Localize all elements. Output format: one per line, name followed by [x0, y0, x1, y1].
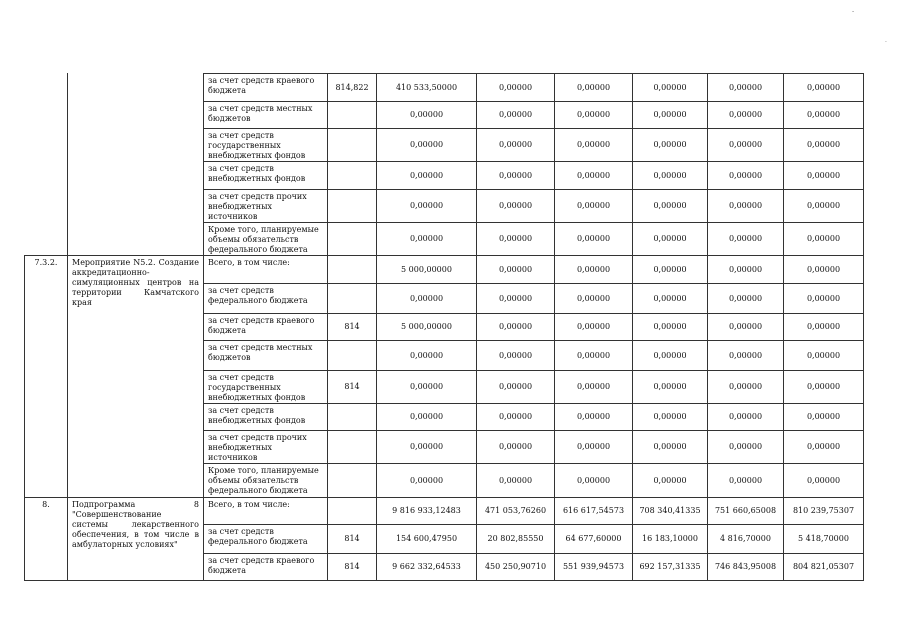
funding-source: за счет средств прочих внебюджетных источников	[204, 431, 328, 464]
amount-cell: 0,00000	[555, 190, 633, 223]
funding-source: за счет средств местных бюджетов	[204, 341, 328, 371]
amount-cell: 0,00000	[784, 284, 864, 314]
budget-code: 814	[328, 371, 377, 404]
amount-cell: 0,00000	[708, 256, 784, 284]
amount-cell: 0,00000	[555, 102, 633, 129]
amount-cell: 0,00000	[555, 223, 633, 256]
amount-cell: 0,00000	[477, 129, 555, 162]
amount-cell: 450 250,90710	[477, 554, 555, 581]
amount-cell: 0,00000	[784, 371, 864, 404]
amount-cell: 0,00000	[377, 464, 477, 498]
amount-cell: 0,00000	[477, 162, 555, 190]
budget-code	[328, 256, 377, 284]
budget-code	[328, 102, 377, 129]
amount-cell: 5 418,70000	[784, 525, 864, 554]
amount-cell: 0,00000	[555, 371, 633, 404]
amount-cell: 0,00000	[633, 314, 708, 341]
table-row	[25, 256, 864, 284]
funding-source: за счет средств федерального бюджета	[204, 284, 328, 314]
funding-source: Всего, в том числе:	[204, 256, 328, 284]
amount-cell: 0,00000	[708, 404, 784, 431]
amount-cell: 0,00000	[377, 129, 477, 162]
measure-name	[68, 74, 204, 256]
budget-code	[328, 341, 377, 371]
amount-cell: 4 816,70000	[708, 525, 784, 554]
amount-cell: 751 660,65008	[708, 498, 784, 525]
amount-cell: 0,00000	[784, 404, 864, 431]
amount-cell: 708 340,41335	[633, 498, 708, 525]
amount-cell: 0,00000	[555, 256, 633, 284]
amount-cell: 0,00000	[784, 431, 864, 464]
budget-code	[328, 431, 377, 464]
amount-cell: 0,00000	[377, 371, 477, 404]
amount-cell: 0,00000	[555, 129, 633, 162]
funding-source: за счет средств местных бюджетов	[204, 102, 328, 129]
amount-cell: 0,00000	[633, 371, 708, 404]
amount-cell: 0,00000	[377, 404, 477, 431]
amount-cell: 0,00000	[708, 431, 784, 464]
amount-cell: 0,00000	[477, 404, 555, 431]
amount-cell: 0,00000	[555, 74, 633, 102]
budget-code: 814	[328, 525, 377, 554]
budget-code	[328, 223, 377, 256]
amount-cell: 0,00000	[708, 223, 784, 256]
amount-cell: 0,00000	[555, 284, 633, 314]
measure-name: Мероприятие N5.2. Создание аккредитационно-симуляционных центров на территории Камчатского края	[68, 256, 204, 498]
budget-code	[328, 162, 377, 190]
amount-cell: 0,00000	[477, 464, 555, 498]
amount-cell: 0,00000	[784, 129, 864, 162]
amount-cell: 0,00000	[784, 256, 864, 284]
amount-cell: 0,00000	[633, 341, 708, 371]
amount-cell: 16 183,10000	[633, 525, 708, 554]
amount-cell: 0,00000	[633, 431, 708, 464]
funding-source: за счет средств государственных внебюджетных фондов	[204, 129, 328, 162]
amount-cell: 0,00000	[477, 190, 555, 223]
funding-source: за счет средств федерального бюджета	[204, 525, 328, 554]
funding-source: за счет средств прочих внебюджетных источников	[204, 190, 328, 223]
budget-code	[328, 129, 377, 162]
amount-cell: 0,00000	[784, 464, 864, 498]
amount-cell: 0,00000	[377, 162, 477, 190]
budget-code	[328, 404, 377, 431]
amount-cell: 0,00000	[708, 74, 784, 102]
amount-cell: 0,00000	[377, 431, 477, 464]
row-index	[25, 74, 68, 256]
budget-table	[24, 73, 864, 581]
amount-cell: 0,00000	[708, 371, 784, 404]
amount-cell: 0,00000	[784, 162, 864, 190]
amount-cell: 0,00000	[633, 404, 708, 431]
table-row	[25, 74, 864, 102]
amount-cell: 0,00000	[633, 102, 708, 129]
budget-code: 814,822	[328, 74, 377, 102]
amount-cell: 9 816 933,12483	[377, 498, 477, 525]
amount-cell: 0,00000	[555, 404, 633, 431]
corner-dot: .	[885, 37, 887, 44]
amount-cell: 9 662 332,64533	[377, 554, 477, 581]
amount-cell: 0,00000	[633, 464, 708, 498]
budget-code: 814	[328, 314, 377, 341]
amount-cell: 0,00000	[708, 284, 784, 314]
amount-cell: 810 239,75307	[784, 498, 864, 525]
amount-cell: 5 000,00000	[377, 256, 477, 284]
amount-cell: 154 600,47950	[377, 525, 477, 554]
row-index: 7.3.2.	[25, 256, 68, 498]
amount-cell: 0,00000	[633, 190, 708, 223]
amount-cell: 0,00000	[708, 464, 784, 498]
funding-source: за счет средств внебюджетных фондов	[204, 404, 328, 431]
amount-cell: 20 802,85550	[477, 525, 555, 554]
amount-cell: 410 533,50000	[377, 74, 477, 102]
funding-source: за счет средств внебюджетных фондов	[204, 162, 328, 190]
amount-cell: 0,00000	[784, 223, 864, 256]
amount-cell: 0,00000	[784, 341, 864, 371]
funding-source: за счет средств краевого бюджета	[204, 74, 328, 102]
amount-cell: 0,00000	[633, 129, 708, 162]
amount-cell: 0,00000	[633, 284, 708, 314]
amount-cell: 0,00000	[633, 256, 708, 284]
amount-cell: 0,00000	[377, 102, 477, 129]
amount-cell: 551 939,94573	[555, 554, 633, 581]
amount-cell: 0,00000	[633, 162, 708, 190]
amount-cell: 0,00000	[555, 162, 633, 190]
row-index: 8.	[25, 498, 68, 581]
amount-cell: 692 157,31335	[633, 554, 708, 581]
funding-source: Всего, в том числе:	[204, 498, 328, 525]
amount-cell: 0,00000	[708, 314, 784, 341]
amount-cell: 5 000,00000	[377, 314, 477, 341]
amount-cell: 0,00000	[784, 102, 864, 129]
amount-cell: 0,00000	[477, 256, 555, 284]
amount-cell: 0,00000	[477, 341, 555, 371]
amount-cell: 64 677,60000	[555, 525, 633, 554]
amount-cell: 616 617,54573	[555, 498, 633, 525]
budget-code	[328, 190, 377, 223]
amount-cell: 0,00000	[708, 162, 784, 190]
amount-cell: 0,00000	[555, 464, 633, 498]
amount-cell: 0,00000	[477, 314, 555, 341]
funding-source: Кроме того, планируемые объемы обязательств федерального бюджета	[204, 464, 328, 498]
amount-cell: 0,00000	[377, 223, 477, 256]
measure-name: Подпрограмма 8 "Совершенствование системы лекарственного обеспечения, в том числе в амбулаторных условиях"	[68, 498, 204, 581]
amount-cell: 0,00000	[708, 190, 784, 223]
amount-cell: 0,00000	[477, 102, 555, 129]
table-row	[25, 498, 864, 525]
amount-cell: 0,00000	[633, 74, 708, 102]
amount-cell: 0,00000	[477, 284, 555, 314]
amount-cell: 0,00000	[708, 129, 784, 162]
funding-source: за счет средств краевого бюджета	[204, 554, 328, 581]
amount-cell: 746 843,95008	[708, 554, 784, 581]
amount-cell: 0,00000	[377, 284, 477, 314]
amount-cell: 0,00000	[784, 190, 864, 223]
amount-cell: 0,00000	[784, 314, 864, 341]
amount-cell: 0,00000	[477, 431, 555, 464]
amount-cell: 0,00000	[377, 190, 477, 223]
amount-cell: 0,00000	[708, 341, 784, 371]
amount-cell: 0,00000	[477, 371, 555, 404]
amount-cell: 0,00000	[633, 223, 708, 256]
amount-cell: 471 053,76260	[477, 498, 555, 525]
amount-cell: 0,00000	[555, 341, 633, 371]
funding-source: за счет средств краевого бюджета	[204, 314, 328, 341]
budget-code: 814	[328, 554, 377, 581]
budget-code	[328, 284, 377, 314]
corner-mark: -	[852, 8, 855, 15]
amount-cell: 0,00000	[377, 341, 477, 371]
funding-source: Кроме того, планируемые объемы обязательств федерального бюджета	[204, 223, 328, 256]
funding-source: за счет средств государственных внебюджетных фондов	[204, 371, 328, 404]
amount-cell: 0,00000	[477, 223, 555, 256]
amount-cell: 0,00000	[555, 314, 633, 341]
amount-cell: 804 821,05307	[784, 554, 864, 581]
amount-cell: 0,00000	[477, 74, 555, 102]
amount-cell: 0,00000	[708, 102, 784, 129]
budget-code	[328, 464, 377, 498]
amount-cell: 0,00000	[555, 431, 633, 464]
budget-code	[328, 498, 377, 525]
amount-cell: 0,00000	[784, 74, 864, 102]
